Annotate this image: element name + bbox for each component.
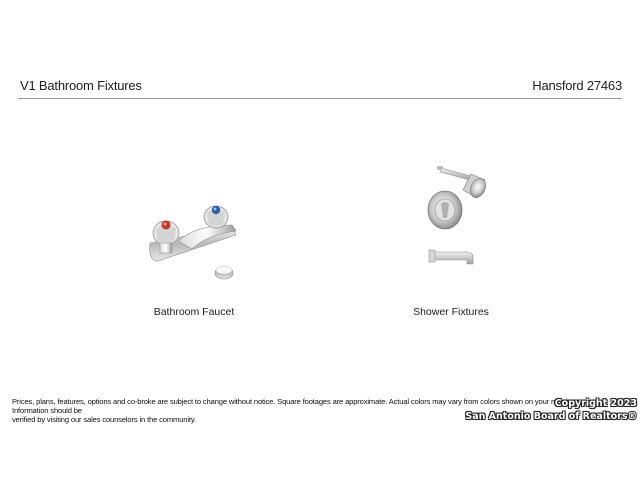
disclaimer-line-1: Prices, plans, features, options and co-broke are subject to change without notice. Square footages are approximate. Actual colors may vary from colors shown on your monitor. Information should be bbox=[12, 397, 577, 415]
plan-name: Hansford bbox=[532, 78, 584, 93]
plan-number: 27463 bbox=[586, 78, 622, 93]
copyright-watermark bbox=[465, 397, 637, 423]
plan-label bbox=[532, 78, 622, 93]
header-divider bbox=[18, 98, 622, 99]
shower-fixtures-icon bbox=[415, 160, 495, 275]
watermark-line-2: San Antonio Board of Realtors® bbox=[465, 411, 637, 422]
page-title: V1 Bathroom Fixtures bbox=[20, 78, 142, 93]
shower-fixtures-label: Shower Fixtures bbox=[413, 306, 489, 318]
bathroom-faucet-icon bbox=[136, 195, 246, 285]
watermark-line-1: Copyright 2023 bbox=[554, 398, 637, 409]
disclaimer-line-2: verified by visiting our sales counselors in the community. bbox=[12, 415, 196, 424]
bathroom-faucet-label: Bathroom Faucet bbox=[153, 306, 235, 318]
